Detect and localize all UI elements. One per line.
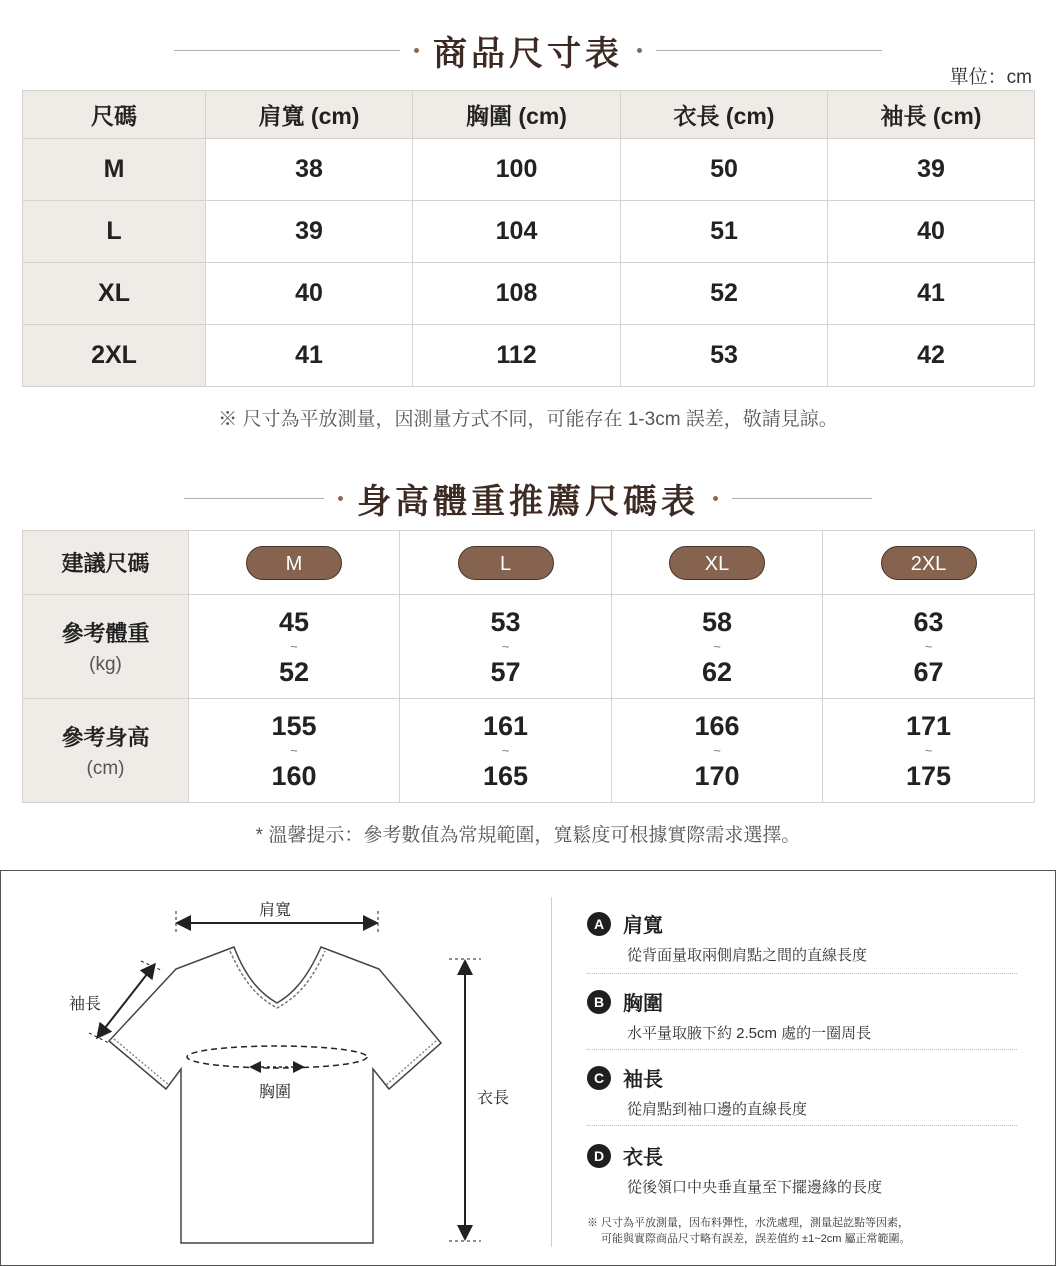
weight-range-2xl: 63 ~ 67	[823, 595, 1035, 699]
weight-unit: (kg)	[89, 654, 122, 675]
legend-title: 衣長	[623, 1147, 663, 1169]
weight-range-l: 53 ~ 57	[400, 595, 612, 699]
size-table	[22, 90, 1035, 387]
length-cell: 50	[621, 139, 828, 201]
sleeve-cell: 39	[828, 139, 1035, 201]
badge-d: D	[587, 1144, 611, 1168]
legend-divider	[587, 1125, 1017, 1126]
table-row	[23, 139, 1035, 201]
unit-label: 單位：cm	[949, 67, 1032, 88]
title-rule-left	[174, 50, 400, 51]
header-chest: 胸圍 (cm)	[413, 91, 621, 139]
legend-title: 袖長	[623, 1069, 663, 1091]
recommend-chart-header	[0, 474, 1056, 523]
sleeve-cell: 40	[828, 201, 1035, 263]
sleeve-cell: 41	[828, 263, 1035, 325]
shoulder-label: 肩寬	[259, 902, 292, 919]
height-range-2xl: 171 ~ 175	[823, 699, 1035, 803]
chest-cell: 104	[413, 201, 621, 263]
badge-a: A	[587, 912, 611, 936]
height-range-l: 161 ~ 165	[400, 699, 612, 803]
title-dot-left	[414, 48, 419, 53]
size-cell: XL	[23, 263, 206, 325]
legend-desc: 從背面量取兩側肩點之間的直線長度	[627, 947, 868, 964]
height-row	[23, 699, 1035, 803]
recommend-table	[22, 530, 1035, 803]
height-unit: (cm)	[86, 758, 125, 779]
chest-cell: 100	[413, 139, 621, 201]
legend-desc: 從後領口中央垂直量至下擺邊緣的長度	[627, 1179, 883, 1196]
header-length: 衣長 (cm)	[621, 91, 828, 139]
legend-title: 肩寬	[623, 915, 663, 937]
badge-c: C	[587, 1066, 611, 1090]
weight-range-xl: 58 ~ 62	[612, 595, 823, 699]
shoulder-cell: 40	[206, 263, 413, 325]
size-cell: M	[23, 139, 206, 201]
length-cell: 52	[621, 263, 828, 325]
header-size: 尺碼	[23, 91, 206, 139]
size-chart-title: 商品尺寸表	[433, 34, 623, 74]
table-row	[23, 325, 1035, 387]
size-pill-l: L	[458, 546, 554, 580]
diagram-footnote: ※ 尺寸為平放測量，因布料彈性，水洗處理，測量起訖點等因素， 可能與實際商品尺寸略有誤差，誤差值約 ±1~2cm 屬正常範圍。	[587, 1217, 911, 1245]
size-pill-xl: XL	[669, 546, 765, 580]
title-dot-right	[637, 48, 642, 53]
title-rule-right	[732, 498, 872, 499]
shoulder-cell: 39	[206, 201, 413, 263]
chest-cell: 108	[413, 263, 621, 325]
title-dot-right	[713, 496, 718, 501]
length-cell: 53	[621, 325, 828, 387]
size-chart-header	[0, 26, 1056, 75]
legend-desc: 從肩點到袖口邊的直線長度	[627, 1101, 808, 1118]
weight-row-label: 參考體重 (kg)	[23, 595, 189, 699]
header-sleeve: 袖長 (cm)	[828, 91, 1035, 139]
chest-measure-ellipse	[187, 1046, 367, 1068]
length-cell: 51	[621, 201, 828, 263]
recommend-chart-note: * 溫馨提示：參考數值為常規範圍，寬鬆度可根據實際需求選擇。	[255, 825, 801, 846]
weight-range-m: 45 ~ 52	[189, 595, 400, 699]
legend-item-chest	[587, 987, 1017, 1043]
sleeve-label: 袖長	[69, 996, 102, 1013]
legend-item-length	[587, 1141, 1017, 1197]
title-dot-left	[338, 496, 343, 501]
weight-row	[23, 595, 1035, 699]
badge-b: B	[587, 990, 611, 1014]
size-chart-note: ※ 尺寸為平放測量，因測量方式不同，可能存在 1-3cm 誤差，敬請見諒。	[218, 409, 838, 430]
recommend-chart-title: 身高體重推薦尺碼表	[357, 482, 699, 522]
size-table-header-row	[23, 91, 1035, 139]
height-range-m: 155 ~ 160	[189, 699, 400, 803]
diagram-divider	[551, 897, 552, 1247]
size-cell: 2XL	[23, 325, 206, 387]
size-row	[23, 531, 1035, 595]
size-row-label: 建議尺碼	[23, 531, 189, 595]
size-pill-2xl: 2XL	[881, 546, 977, 580]
table-row	[23, 263, 1035, 325]
length-label: 衣長	[477, 1090, 510, 1107]
height-range-xl: 166 ~ 170	[612, 699, 823, 803]
legend-desc: 水平量取腋下約 2.5cm 處的一圈周長	[627, 1025, 872, 1042]
title-rule-left	[184, 498, 324, 499]
legend-item-shoulder	[587, 909, 1017, 965]
legend-divider	[587, 973, 1017, 974]
height-row-label: 參考身高 (cm)	[23, 699, 189, 803]
sleeve-cell: 42	[828, 325, 1035, 387]
table-row	[23, 201, 1035, 263]
header-shoulder: 肩寬 (cm)	[206, 91, 413, 139]
shoulder-cell: 41	[206, 325, 413, 387]
chest-cell: 112	[413, 325, 621, 387]
chest-label: 胸圍	[259, 1084, 292, 1101]
tshirt-diagram	[1, 871, 551, 1266]
legend-item-sleeve	[587, 1063, 1017, 1119]
size-cell: L	[23, 201, 206, 263]
legend-divider	[587, 1049, 1017, 1050]
legend-title: 胸圍	[623, 993, 663, 1015]
title-rule-right	[656, 50, 882, 51]
size-pill-m: M	[246, 546, 342, 580]
measurement-diagram	[0, 870, 1056, 1266]
shoulder-cell: 38	[206, 139, 413, 201]
